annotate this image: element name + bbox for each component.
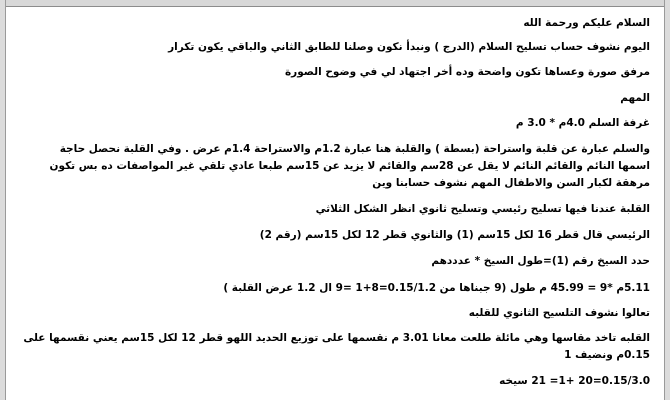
- reinforcement-line: القلبة عندنا فيها تسليح رئيسي وتسليح ثانوي انظر الشكل الثلاثي: [315, 203, 650, 215]
- window-top-edge: [0, 0, 670, 7]
- paragraph-line-1: والسلم عبارة عن قلبة واستراحة (بسطة ) والقلبة هنا عبارة 1.2م والاستراحة 1.4م عرض . وفي القلبة نحصل حاجة: [59, 143, 650, 155]
- room-size-line: غرفة السلم 4.0م * 3.0 م: [515, 117, 650, 129]
- paragraph-line-2: اسمها النائم والقائم النائم لا يقل عن 28سم والقائم لا يزيد عن 15سم طبعا عادي تلقي غير المواصفات ده بس تكون: [49, 160, 650, 172]
- calculation-line: 5.11م *9 = 45.99 م طول (9 جبناها من 0.15/1.2=8+1 =9 ال 1.2 عرض القلبة ): [223, 282, 650, 294]
- important-line: المهم: [620, 92, 650, 104]
- secondary-line-2: 0.15م ونضيف 1: [564, 349, 650, 361]
- document-page: [6, 7, 664, 400]
- main-bars-line: الرئيسي قال قطر 16 لكل 15سم (1) والثانوي قطر 12 لكل 15سم (رقم 2): [259, 229, 650, 241]
- window-right-edge: [664, 0, 670, 400]
- greeting-line: السلام عليكم ورحمة الله: [523, 17, 650, 29]
- bar-count-line: 0.15/3.0=20 +1= 21 سيخه: [499, 375, 650, 387]
- image-note-line: مرفق صورة وعساها تكون واضحة وده أخر اجتهاد لي في وضوح الصورة: [284, 66, 650, 78]
- bar-length-line: حدد السيخ رقم (1)=طول السيخ * عدددهم: [431, 255, 650, 267]
- intro-line: اليوم نشوف حساب تسليح السلام (الدرج ) ونبدأ نكون وصلنا للطابق الثاني والباقي يكون تكرار: [168, 41, 650, 53]
- secondary-line-1: القلبه تاخد مقاسها وهي مائلة طلعت معانا 3.01 م نقسمها على توزيع الحديد اللهو قطر 12 لكل 15سم يعني نقسمها على: [23, 332, 650, 344]
- secondary-heading-line: تعالوا نشوف التلسيح الثانوي للقلبه: [468, 307, 650, 319]
- paragraph-line-3: مرهقة لكبار السن والاطفال المهم نشوف حسابنا وين: [372, 177, 650, 189]
